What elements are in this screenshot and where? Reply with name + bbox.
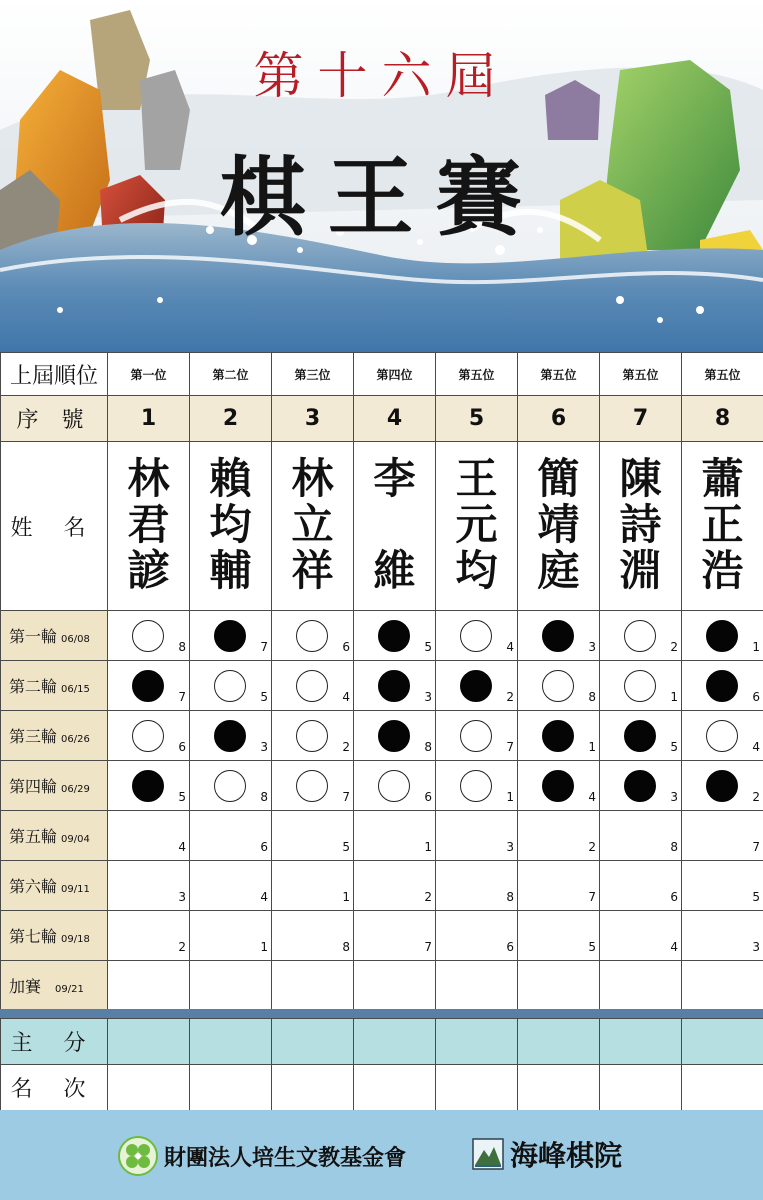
opponent-number: 3 [424, 690, 432, 704]
player-name-char: 詩 [619, 500, 662, 549]
opponent-number: 3 [260, 740, 268, 754]
player-name [190, 442, 271, 610]
black-stone-icon [706, 620, 738, 652]
pairing-cell [518, 811, 600, 861]
player-name [682, 442, 763, 610]
round-date: 09/04 [61, 834, 90, 845]
pairing-cell [518, 861, 600, 911]
name-row [1, 442, 763, 611]
pairing-cell [272, 911, 354, 961]
go-school-logo [472, 1134, 622, 1174]
white-stone-icon [132, 620, 164, 652]
pairing-cell [518, 761, 600, 811]
opponent-number: 3 [178, 890, 186, 904]
round-row [1, 761, 763, 811]
seq-cell: 2 [190, 396, 272, 442]
white-stone-icon [542, 670, 574, 702]
prev-rank-cell: 第五位 [436, 353, 518, 396]
opponent-number: 7 [260, 640, 268, 654]
round-date: 09/18 [61, 934, 90, 945]
round-label: 第二輪 [9, 677, 58, 696]
total-score-cell [436, 1019, 518, 1065]
round-row [1, 911, 763, 961]
white-stone-icon [460, 770, 492, 802]
total-score-cell [190, 1019, 272, 1065]
player-name-char: 王 [455, 454, 498, 503]
clover-logo-icon [118, 1136, 158, 1176]
opponent-number: 4 [670, 940, 678, 954]
white-stone-icon [296, 770, 328, 802]
opponent-number: 6 [260, 840, 268, 854]
opponent-number: 1 [670, 690, 678, 704]
pairing-cell [272, 761, 354, 811]
pairing-cell [108, 611, 190, 661]
foundation-name: 財團法人培生文教基金會 [164, 1145, 407, 1171]
pairing-cell [518, 611, 600, 661]
player-name-char: 淵 [619, 546, 662, 595]
pairing-cell [190, 761, 272, 811]
opponent-number: 5 [588, 940, 596, 954]
pairing-cell [190, 661, 272, 711]
round-label-cell [1, 761, 108, 811]
pairing-cell [108, 711, 190, 761]
extra-round-cell [354, 961, 436, 1011]
pairing-cell [354, 911, 436, 961]
pairing-cell [436, 911, 518, 961]
edition-title: 第十六屆 [253, 47, 510, 105]
player-name-char: 庭 [537, 546, 580, 595]
placement-cell [600, 1065, 682, 1111]
opponent-number: 4 [342, 690, 350, 704]
result-table [0, 1018, 763, 1111]
total-score-row [1, 1019, 763, 1065]
player-name-char: 均 [455, 546, 498, 595]
opponent-number: 8 [506, 890, 514, 904]
player-name-cell [108, 442, 190, 611]
player-name-cell [354, 442, 436, 611]
opponent-number: 5 [178, 790, 186, 804]
total-score-cell [518, 1019, 600, 1065]
opponent-number: 1 [342, 890, 350, 904]
opponent-number: 4 [260, 890, 268, 904]
seq-cell: 8 [682, 396, 763, 442]
pairing-cell [354, 661, 436, 711]
pairing-cell [108, 811, 190, 861]
black-stone-icon [706, 770, 738, 802]
opponent-number: 8 [424, 740, 432, 754]
pairing-cell [436, 861, 518, 911]
opponent-number: 6 [506, 940, 514, 954]
pairing-cell [600, 861, 682, 911]
white-stone-icon [296, 620, 328, 652]
placement-cell [272, 1065, 354, 1111]
opponent-number: 6 [752, 690, 760, 704]
placement-label: 名 次 [1, 1065, 108, 1111]
opponent-number: 1 [506, 790, 514, 804]
seq-label: 序 號 [1, 396, 108, 442]
total-score-cell [108, 1019, 190, 1065]
opponent-number: 1 [588, 740, 596, 754]
round-label-cell [1, 911, 108, 961]
placement-row [1, 1065, 763, 1111]
opponent-number: 5 [424, 640, 432, 654]
table-separator [0, 1009, 763, 1018]
round-date: 06/29 [61, 784, 90, 795]
opponent-number: 7 [342, 790, 350, 804]
seq-cell: 1 [108, 396, 190, 442]
black-stone-icon [460, 670, 492, 702]
round-label-cell [1, 811, 108, 861]
opponent-number: 3 [670, 790, 678, 804]
round-row [1, 661, 763, 711]
white-stone-icon [624, 670, 656, 702]
extra-round-date: 09/21 [55, 984, 84, 995]
extra-round-cell [518, 961, 600, 1011]
player-name-char: 陳 [619, 454, 662, 503]
pairing-cell [682, 711, 763, 761]
player-name [272, 442, 353, 610]
round-label-cell [1, 711, 108, 761]
player-name-char: 均 [209, 500, 252, 549]
pairing-cell [436, 711, 518, 761]
opponent-number: 6 [342, 640, 350, 654]
placement-cell [354, 1065, 436, 1111]
seq-cell: 4 [354, 396, 436, 442]
seq-row [1, 396, 763, 442]
opponent-number: 8 [342, 940, 350, 954]
player-name-char: 李 [373, 454, 416, 503]
pairing-cell [600, 761, 682, 811]
opponent-number: 1 [424, 840, 432, 854]
seq-cell: 3 [272, 396, 354, 442]
black-stone-icon [542, 770, 574, 802]
player-name-cell [190, 442, 272, 611]
black-stone-icon [706, 670, 738, 702]
pairing-cell [682, 761, 763, 811]
pairing-cell [272, 661, 354, 711]
seq-cell: 7 [600, 396, 682, 442]
pairing-cell [682, 911, 763, 961]
white-stone-icon [624, 620, 656, 652]
pairing-cell [190, 861, 272, 911]
pairing-cell [354, 711, 436, 761]
pairing-cell [518, 711, 600, 761]
player-name-cell [600, 442, 682, 611]
player-name-cell [518, 442, 600, 611]
opponent-number: 7 [752, 840, 760, 854]
opponent-number: 2 [424, 890, 432, 904]
pairing-cell [108, 861, 190, 911]
total-score-cell [354, 1019, 436, 1065]
opponent-number: 2 [342, 740, 350, 754]
player-name-char: 賴 [209, 454, 252, 503]
player-name-cell [272, 442, 354, 611]
pairing-cell [272, 611, 354, 661]
pairing-cell [600, 811, 682, 861]
opponent-number: 5 [260, 690, 268, 704]
pairing-cell [682, 661, 763, 711]
white-stone-icon [214, 770, 246, 802]
footer [0, 1110, 763, 1200]
pairing-cell [682, 811, 763, 861]
total-score-label: 主 分 [1, 1019, 108, 1065]
white-stone-icon [460, 620, 492, 652]
player-name [354, 442, 435, 610]
prev-rank-row [1, 353, 763, 396]
opponent-number: 8 [260, 790, 268, 804]
opponent-number: 4 [588, 790, 596, 804]
round-label: 第一輪 [9, 627, 58, 646]
extra-round-row [1, 961, 763, 1011]
foundation-logo [118, 1136, 406, 1176]
black-stone-icon [378, 720, 410, 752]
extra-round-cell [272, 961, 354, 1011]
opponent-number: 2 [752, 790, 760, 804]
opponent-number: 6 [424, 790, 432, 804]
mountain-logo-icon [472, 1138, 504, 1170]
pairing-cell [436, 661, 518, 711]
pairing-cell [190, 911, 272, 961]
player-name-char: 林 [291, 454, 334, 503]
placement-cell [190, 1065, 272, 1111]
player-name-char: 元 [455, 500, 498, 549]
header-banner [0, 0, 763, 352]
opponent-number: 7 [506, 740, 514, 754]
opponent-number: 4 [752, 740, 760, 754]
round-label: 第五輪 [9, 827, 58, 846]
pairing-cell [600, 661, 682, 711]
player-name-char: 輔 [209, 546, 252, 595]
opponent-number: 5 [752, 890, 760, 904]
opponent-number: 3 [752, 940, 760, 954]
white-stone-icon [460, 720, 492, 752]
pairing-cell [354, 861, 436, 911]
pairing-cell [436, 761, 518, 811]
extra-round-cell [108, 961, 190, 1011]
placement-cell [682, 1065, 763, 1111]
opponent-number: 3 [506, 840, 514, 854]
opponent-number: 4 [178, 840, 186, 854]
white-stone-icon [296, 720, 328, 752]
pairing-cell [682, 861, 763, 911]
player-name-char: 立 [291, 500, 334, 549]
pairing-cell [600, 911, 682, 961]
white-stone-icon [296, 670, 328, 702]
prev-rank-label: 上屆順位 [1, 353, 108, 396]
player-name-cell [436, 442, 518, 611]
black-stone-icon [624, 720, 656, 752]
opponent-number: 6 [670, 890, 678, 904]
round-label: 第四輪 [9, 777, 58, 796]
total-score-cell [600, 1019, 682, 1065]
player-name [600, 442, 681, 610]
extra-round-label-cell [1, 961, 108, 1011]
pairing-cell [272, 711, 354, 761]
total-score-cell [272, 1019, 354, 1065]
round-date: 06/08 [61, 634, 90, 645]
opponent-number: 5 [342, 840, 350, 854]
black-stone-icon [132, 770, 164, 802]
player-name-char: 靖 [537, 500, 580, 549]
white-stone-icon [378, 770, 410, 802]
player-name-char: 林 [127, 454, 170, 503]
extra-round-cell [682, 961, 763, 1011]
extra-round-label: 加賽 [9, 977, 42, 996]
black-stone-icon [378, 620, 410, 652]
black-stone-icon [624, 770, 656, 802]
black-stone-icon [214, 720, 246, 752]
pairing-cell [108, 911, 190, 961]
pairing-cell [272, 811, 354, 861]
opponent-number: 2 [178, 940, 186, 954]
pairing-cell [436, 811, 518, 861]
prev-rank-cell: 第五位 [518, 353, 600, 396]
total-score-cell [682, 1019, 763, 1065]
round-row [1, 611, 763, 661]
round-date: 06/26 [61, 734, 90, 745]
seq-cell: 5 [436, 396, 518, 442]
player-name [436, 442, 517, 610]
pairing-cell [600, 711, 682, 761]
pairing-cell [682, 611, 763, 661]
round-date: 09/11 [61, 884, 90, 895]
placement-cell [518, 1065, 600, 1111]
black-stone-icon [378, 670, 410, 702]
prev-rank-cell: 第二位 [190, 353, 272, 396]
round-label: 第六輪 [9, 877, 58, 896]
opponent-number: 7 [178, 690, 186, 704]
opponent-number: 8 [178, 640, 186, 654]
extra-round-cell [436, 961, 518, 1011]
prev-rank-cell: 第五位 [682, 353, 763, 396]
placement-cell [436, 1065, 518, 1111]
opponent-number: 7 [588, 890, 596, 904]
player-name-char: 維 [373, 546, 416, 595]
opponent-number: 7 [424, 940, 432, 954]
opponent-number: 2 [670, 640, 678, 654]
prev-rank-cell: 第四位 [354, 353, 436, 396]
pairing-cell [272, 861, 354, 911]
seq-cell: 6 [518, 396, 600, 442]
white-stone-icon [214, 670, 246, 702]
pairing-cell [436, 611, 518, 661]
round-label: 第七輪 [9, 927, 58, 946]
opponent-number: 2 [588, 840, 596, 854]
extra-round-cell [190, 961, 272, 1011]
round-label-cell [1, 661, 108, 711]
pairing-cell [108, 761, 190, 811]
black-stone-icon [214, 620, 246, 652]
opponent-number: 4 [506, 640, 514, 654]
opponent-number: 8 [670, 840, 678, 854]
placement-cell [108, 1065, 190, 1111]
pairing-cell [600, 611, 682, 661]
player-name-char: 簡 [537, 454, 580, 503]
event-title: 棋王賽 [219, 147, 544, 248]
black-stone-icon [542, 720, 574, 752]
opponent-number: 8 [588, 690, 596, 704]
player-name-char: 祥 [291, 546, 334, 595]
opponent-number: 3 [588, 640, 596, 654]
round-row [1, 861, 763, 911]
player-name-cell [682, 442, 763, 611]
pairing-cell [190, 811, 272, 861]
pairing-cell [354, 811, 436, 861]
player-name-char: 正 [701, 500, 744, 549]
round-row [1, 811, 763, 861]
pairing-cell [108, 661, 190, 711]
round-row [1, 711, 763, 761]
pairing-cell [518, 661, 600, 711]
opponent-number: 1 [752, 640, 760, 654]
opponent-number: 6 [178, 740, 186, 754]
pairing-cell [518, 911, 600, 961]
pairing-cell [354, 611, 436, 661]
round-label: 第三輪 [9, 727, 58, 746]
prev-rank-cell: 第三位 [272, 353, 354, 396]
black-stone-icon [132, 670, 164, 702]
go-school-name: 海峰棋院 [510, 1139, 623, 1172]
prev-rank-cell: 第五位 [600, 353, 682, 396]
pairing-cell [190, 711, 272, 761]
pairing-cell [190, 611, 272, 661]
player-name-char: 君 [127, 500, 170, 549]
opponent-number: 1 [260, 940, 268, 954]
score-table [0, 352, 763, 1011]
player-name-char: 浩 [701, 546, 744, 595]
white-stone-icon [132, 720, 164, 752]
round-label-cell [1, 861, 108, 911]
round-date: 06/15 [61, 684, 90, 695]
player-name [108, 442, 189, 610]
round-label-cell [1, 611, 108, 661]
name-label: 姓 名 [1, 442, 108, 611]
prev-rank-cell: 第一位 [108, 353, 190, 396]
black-stone-icon [542, 620, 574, 652]
player-name-char: 蕭 [701, 454, 744, 503]
pairing-cell [354, 761, 436, 811]
player-name [518, 442, 599, 610]
opponent-number: 5 [670, 740, 678, 754]
player-name-char: 諺 [127, 546, 170, 595]
white-stone-icon [706, 720, 738, 752]
extra-round-cell [600, 961, 682, 1011]
opponent-number: 2 [506, 690, 514, 704]
